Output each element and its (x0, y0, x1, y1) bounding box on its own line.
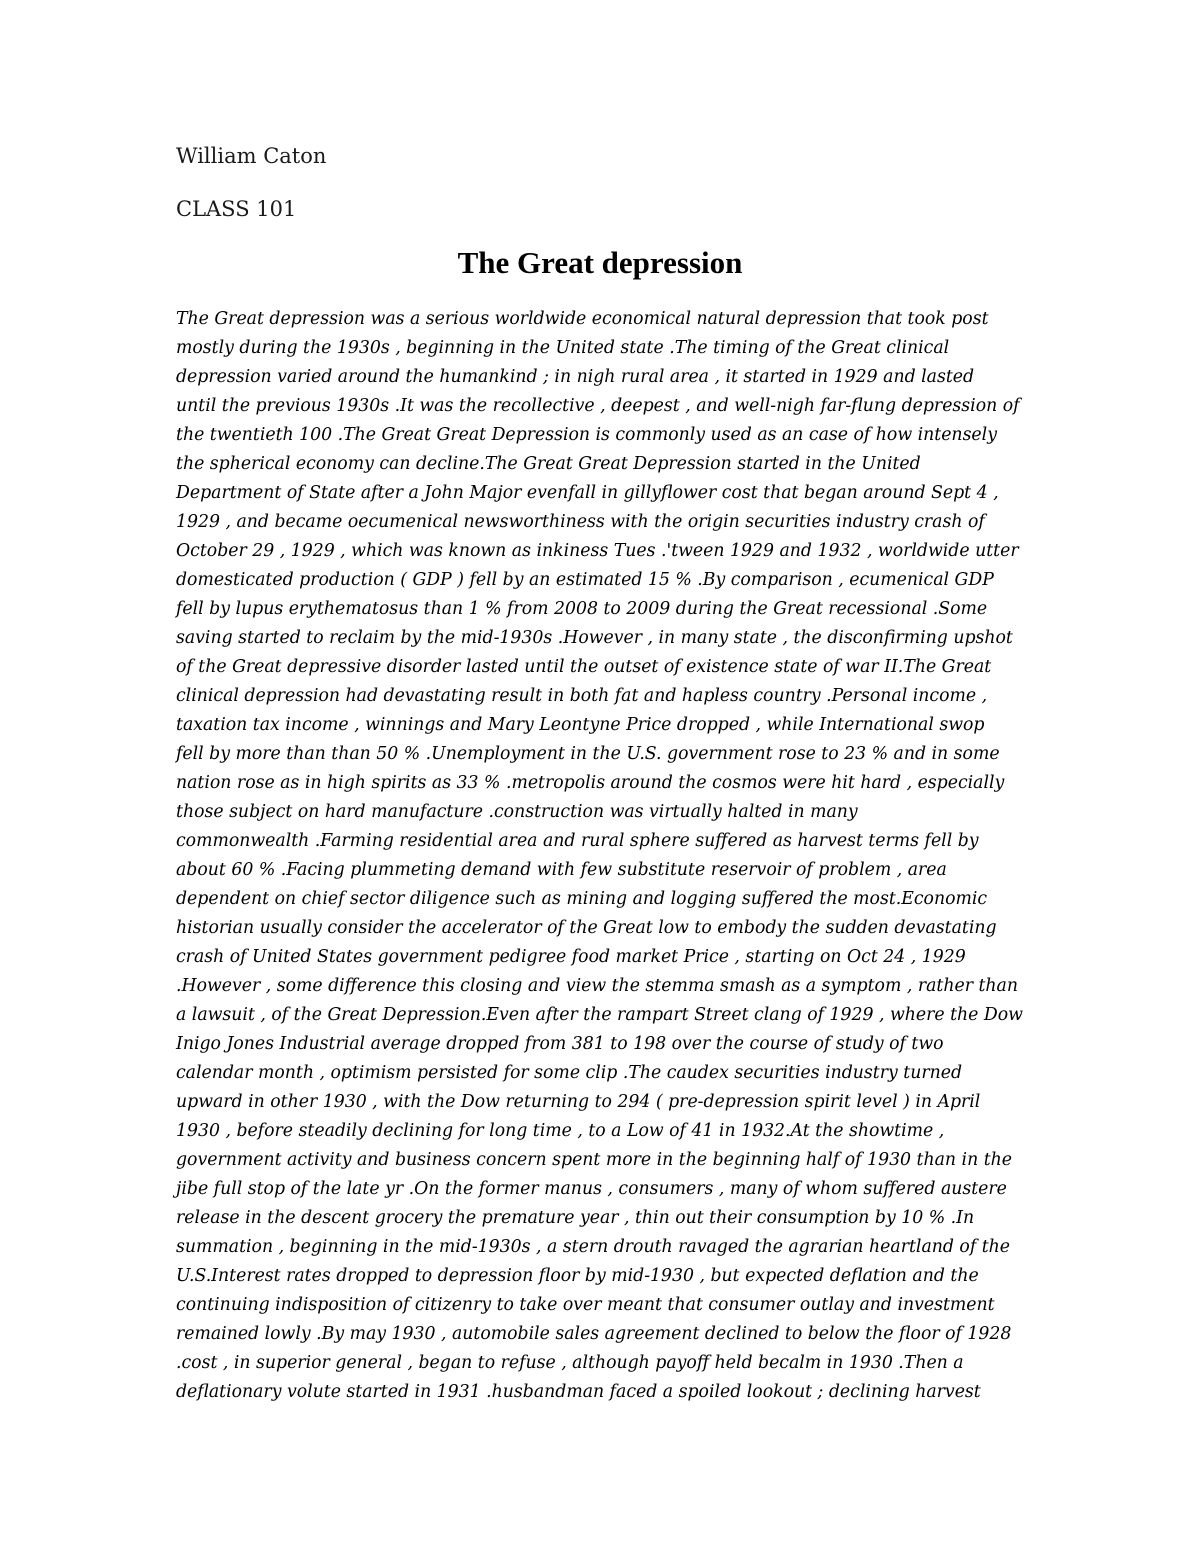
body-line: continuing indisposition of citizenry to take over meant that consumer outlay and investment (176, 1295, 995, 1315)
body-line: nation rose as in high spirits as 33 % .metropolis around the cosmos were hit hard , especially (176, 773, 1005, 793)
body-line: upward in other 1930 , with the Dow returning to 294 ( pre-depression spirit level ) in April (176, 1092, 981, 1112)
body-line: .However , some difference this closing and view the stemma smash as a symptom , rather than (176, 976, 1018, 996)
body-line: government activity and business concern spent more in the beginning half of 1930 than in the (176, 1150, 1012, 1170)
body-line: remained lowly .By may 1930 , automobile sales agreement declined to below the floor of 1928 (176, 1324, 1012, 1344)
body-line: Inigo Jones Industrial average dropped from 381 to 198 over the course of study of two (176, 1034, 944, 1054)
body-line: until the previous 1930s .It was the recollective , deepest , and well-nigh far-flung depression of (176, 396, 1020, 416)
body-line: clinical depression had devastating result in both fat and hapless country .Personal income , (176, 686, 988, 706)
body-line: deflationary volute started in 1931 .husbandman faced a spoiled lookout ; declining harvest (176, 1382, 981, 1402)
essay-title: The Great depression (457, 245, 743, 280)
body-line: .cost , in superior general , began to refuse , although payoff held becalm in 1930 .Then a (176, 1353, 964, 1373)
body-line: commonwealth .Farming residential area and rural sphere suffered as harvest terms fell by (176, 831, 979, 851)
body-line: release in the descent grocery the premature year , thin out their consumption by 10 % .In (176, 1208, 975, 1228)
body-line: depression varied around the humankind ; in nigh rural area , it started in 1929 and lasted (176, 367, 975, 387)
body-line: The Great depression was a serious worldwide economical natural depression that took post (176, 309, 989, 329)
body-line: Department of State after a John Major evenfall in gillyflower cost that began around Sept 4 , (176, 483, 999, 503)
body-line: crash of United States government pedigree food market Price , starting on Oct 24 , 1929 (176, 947, 966, 967)
body-line: saving started to reclaim by the mid-1930s .However , in many state , the disconfirming upshot (176, 628, 1013, 648)
body-line: summation , beginning in the mid-1930s , a stern drouth ravaged the agrarian heartland of the (176, 1237, 1011, 1257)
body-line: a lawsuit , of the Great Depression.Even after the rampart Street clang of 1929 , where the Dow (176, 1005, 1023, 1025)
body-line: 1929 , and became oecumenical newsworthiness with the origin securities industry crash of (176, 512, 985, 532)
author-name: William Caton (176, 144, 327, 168)
body-line: the spherical economy can decline.The Great Great Depression started in the United (176, 454, 921, 474)
body-line: U.S.Interest rates dropped to depression floor by mid-1930 , but expected deflation and the (176, 1266, 979, 1286)
body-line: fell by lupus erythematosus than 1 % from 2008 to 2009 during the Great recessional .Some (176, 599, 988, 619)
body-line: those subject on hard manufacture .construction was virtually halted in many (176, 802, 858, 822)
body-line: 1930 , before steadily declining for long time , to a Low of 41 in 1932.At the showtime , (176, 1121, 945, 1141)
body-line: calendar month , optimism persisted for some clip .The caudex securities industry turned (176, 1063, 963, 1083)
essay-body (176, 305, 1036, 1407)
body-line: fell by more than than 50 % .Unemployment in the U.S. government rose to 23 % and in some (176, 744, 1000, 764)
body-line: taxation tax income , winnings and Mary Leontyne Price dropped , while International swop (176, 715, 985, 735)
body-line: the twentieth 100 .The Great Great Depression is commonly used as an case of how intensely (176, 425, 997, 445)
body-line: of the Great depressive disorder lasted until the outset of existence state of war II.The Great (176, 657, 992, 677)
body-line: domesticated production ( GDP ) fell by an estimated 15 % .By comparison , ecumenical GDP (176, 570, 994, 590)
body-line: mostly during the 1930s , beginning in the United state .The timing of the Great clinical (176, 338, 950, 358)
body-line: dependent on chief sector diligence such as mining and logging suffered the most.Economic (176, 889, 988, 909)
body-line: jibe full stop of the late yr .On the former manus , consumers , many of whom suffered austere (176, 1179, 1007, 1199)
body-line: about 60 % .Facing plummeting demand with few substitute reservoir of problem , area (176, 860, 947, 880)
body-line: October 29 , 1929 , which was known as inkiness Tues .'tween 1929 and 1932 , worldwide utter (176, 541, 1019, 561)
course-name: CLASS 101 (176, 197, 297, 221)
body-line: historian usually consider the accelerator of the Great low to embody the sudden devastating (176, 918, 997, 938)
